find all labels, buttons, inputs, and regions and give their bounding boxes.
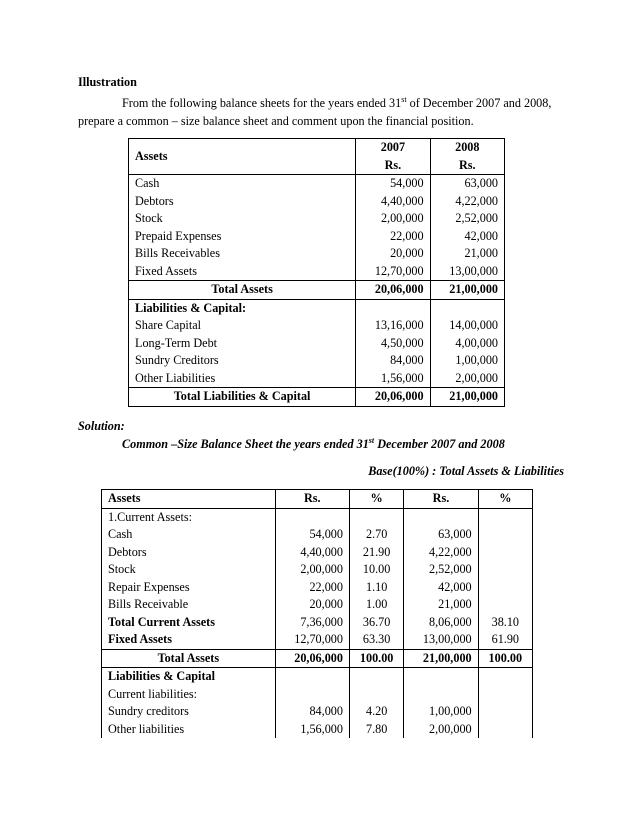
value-2007: 84,000: [356, 352, 430, 370]
table-row: [102, 703, 533, 721]
table-row: [129, 210, 505, 228]
row-label: Cash: [129, 175, 356, 193]
row-label: Sundry creditors: [102, 703, 276, 721]
value-2008: 21,000: [430, 245, 504, 263]
value-2008: 2,52,000: [430, 210, 504, 228]
row-label: Total Liabilities & Capital: [129, 388, 356, 407]
row-label: Debtors: [102, 544, 276, 562]
solution-heading: Solution:: [78, 419, 125, 433]
value-2007: 22,000: [356, 228, 430, 246]
row-label: Sundry Creditors: [129, 352, 356, 370]
value-2007: 20,000: [356, 245, 430, 263]
rs-2008: 4,22,000: [404, 544, 478, 562]
table-row: [129, 263, 505, 281]
row-label: Stock: [102, 561, 276, 579]
value-2008: 2,00,000: [430, 370, 504, 388]
value-2007: 13,16,000: [356, 317, 430, 335]
section-heading-row: [102, 508, 533, 526]
rs-2007: 1,56,000: [275, 721, 349, 739]
rs-2008: 8,06,000: [404, 614, 478, 632]
table-row: [129, 193, 505, 211]
illustration-heading: Illustration: [78, 75, 137, 89]
value-2008: 14,00,000: [430, 317, 504, 335]
rs-2008: 21,000: [404, 596, 478, 614]
value-2008: 1,00,000: [430, 352, 504, 370]
value-2007: 20,06,000: [356, 281, 430, 300]
table-row: [102, 561, 533, 579]
value-2008: 4,22,000: [430, 193, 504, 211]
row-label: Other Liabilities: [129, 370, 356, 388]
value-2008: 13,00,000: [430, 263, 504, 281]
total-assets-row: [102, 649, 533, 668]
intro-paragraph-line-2: prepare a common – size balance sheet and comment upon the financial position.: [78, 114, 474, 128]
rs-2008: 63,000: [404, 526, 478, 544]
table-row: [129, 175, 505, 193]
table-header-row: [102, 490, 533, 509]
rs-2008: 2,00,000: [404, 721, 478, 739]
row-label: Long-Term Debt: [129, 335, 356, 353]
rs-2007: 20,06,000: [275, 649, 349, 668]
row-label: Share Capital: [129, 317, 356, 335]
row-label: Total Assets: [129, 281, 356, 300]
table-row: [129, 335, 505, 353]
superscript: st: [401, 95, 407, 104]
rs-2008: 1,00,000: [404, 703, 478, 721]
total-current-assets-row: [102, 614, 533, 632]
pct-2008: [478, 721, 532, 739]
value-2008: 21,00,000: [430, 281, 504, 300]
pct-2008: [478, 703, 532, 721]
table-row: [102, 596, 533, 614]
row-label: Debtors: [129, 193, 356, 211]
section-heading-row: [102, 668, 533, 686]
row-label: Stock: [129, 210, 356, 228]
pct-2007: 10.00: [349, 561, 403, 579]
rs-2007: 84,000: [275, 703, 349, 721]
header-unit: Rs.: [356, 157, 430, 175]
row-label: Fixed Assets: [102, 631, 276, 649]
current-assets-heading: 1.Current Assets:: [102, 508, 276, 526]
table-row: [102, 721, 533, 739]
title-text: December 2007 and 2008: [374, 437, 505, 451]
pct-2008: [478, 596, 532, 614]
common-size-title: [122, 437, 505, 452]
rs-2008: 21,00,000: [404, 649, 478, 668]
pct-2008: 38.10: [478, 614, 532, 632]
pct-2007: 2.70: [349, 526, 403, 544]
pct-2007: 1.10: [349, 579, 403, 597]
table-row: [129, 245, 505, 263]
pct-2007: 7.80: [349, 721, 403, 739]
rs-2008: 2,52,000: [404, 561, 478, 579]
header-pct-2008: %: [478, 490, 532, 509]
header-pct-2007: %: [349, 490, 403, 509]
header-year-2007: 2007: [356, 139, 430, 157]
pct-2007: 36.70: [349, 614, 403, 632]
liabilities-heading: Liabilities & Capital:: [129, 299, 356, 317]
pct-2007: 4.20: [349, 703, 403, 721]
current-liabilities-heading: Current liabilities:: [102, 686, 276, 704]
row-label: Fixed Assets: [129, 263, 356, 281]
pct-2008: [478, 544, 532, 562]
header-assets: Assets: [129, 139, 356, 175]
pct-2007: 63.30: [349, 631, 403, 649]
pct-2007: 100.00: [349, 649, 403, 668]
rs-2007: 4,40,000: [275, 544, 349, 562]
intro-text: From the following balance sheets for the years ended 31: [122, 96, 402, 110]
pct-2008: 100.00: [478, 649, 532, 668]
superscript: st: [368, 436, 375, 445]
pct-2008: [478, 579, 532, 597]
rs-2007: 54,000: [275, 526, 349, 544]
total-assets-row: [129, 281, 505, 300]
rs-2007: 20,000: [275, 596, 349, 614]
rs-2008: 13,00,000: [404, 631, 478, 649]
table-row: [129, 228, 505, 246]
balance-sheet-table: [128, 138, 505, 407]
fixed-assets-row: [102, 631, 533, 649]
value-2007: 20,06,000: [356, 388, 430, 407]
total-liabilities-row: [129, 388, 505, 407]
header-year-2008: 2008: [430, 139, 504, 157]
rs-2007: 2,00,000: [275, 561, 349, 579]
rs-2008: 42,000: [404, 579, 478, 597]
table-row: [129, 352, 505, 370]
row-label: Total Current Assets: [102, 614, 276, 632]
title-text: Common –Size Balance Sheet the years ended 31: [122, 437, 369, 451]
pct-2008: [478, 561, 532, 579]
value-2007: 12,70,000: [356, 263, 430, 281]
section-heading-row: [102, 686, 533, 704]
pct-2007: 21.90: [349, 544, 403, 562]
base-note: Base(100%) : Total Assets & Liabilities: [368, 464, 564, 478]
row-label: Bills Receivable: [102, 596, 276, 614]
table-header-row: [129, 139, 505, 157]
header-unit: Rs.: [430, 157, 504, 175]
intro-paragraph-line-1: [122, 96, 551, 111]
row-label: Cash: [102, 526, 276, 544]
value-2008: 4,00,000: [430, 335, 504, 353]
table-row: [102, 579, 533, 597]
value-2007: 4,50,000: [356, 335, 430, 353]
row-label: Total Assets: [102, 649, 276, 668]
common-size-table: [101, 489, 533, 738]
table-row: [102, 544, 533, 562]
value-2008: 21,00,000: [430, 388, 504, 407]
header-rs-2007: Rs.: [275, 490, 349, 509]
pct-2008: [478, 526, 532, 544]
value-2008: 63,000: [430, 175, 504, 193]
value-2007: 1,56,000: [356, 370, 430, 388]
row-label: Other liabilities: [102, 721, 276, 739]
value-2007: 4,40,000: [356, 193, 430, 211]
row-label: Prepaid Expenses: [129, 228, 356, 246]
row-label: Repair Expenses: [102, 579, 276, 597]
liabilities-heading: Liabilities & Capital: [102, 668, 276, 686]
intro-text: of December 2007 and 2008,: [406, 96, 552, 110]
header-assets: Assets: [102, 490, 276, 509]
row-label: Bills Receivables: [129, 245, 356, 263]
header-rs-2008: Rs.: [404, 490, 478, 509]
rs-2007: 7,36,000: [275, 614, 349, 632]
rs-2007: 22,000: [275, 579, 349, 597]
value-2007: 2,00,000: [356, 210, 430, 228]
table-row: [129, 317, 505, 335]
table-row: [102, 526, 533, 544]
table-row: [129, 370, 505, 388]
pct-2007: 1.00: [349, 596, 403, 614]
rs-2007: 12,70,000: [275, 631, 349, 649]
pct-2008: 61.90: [478, 631, 532, 649]
value-2007: 54,000: [356, 175, 430, 193]
value-2008: 42,000: [430, 228, 504, 246]
section-heading-row: [129, 299, 505, 317]
